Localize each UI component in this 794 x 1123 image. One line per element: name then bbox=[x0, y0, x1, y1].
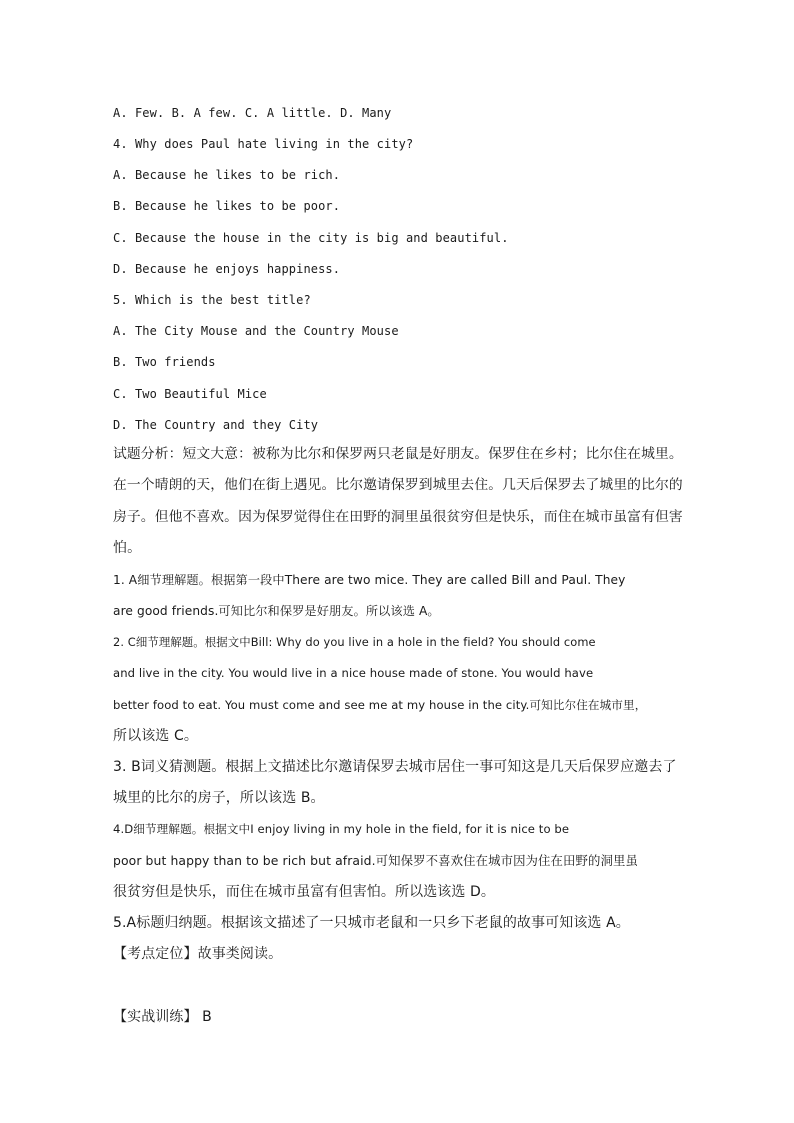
answer-2-line-3: better food to eat. You must come and see me at my house in the city.可知比尔住在城市里， bbox=[113, 698, 647, 712]
q5-option-c: C. Two Beautiful Mice bbox=[113, 387, 267, 401]
q3-options: A. Few. B. A few. C. A little. D. Many bbox=[113, 106, 392, 120]
answer-4-line-1: 4.D细节理解题。根据文中I enjoy living in my hole in the field, for it is nice to be bbox=[113, 822, 570, 836]
q5-option-b: B. Two friends bbox=[113, 355, 216, 369]
analysis-line-1: 试题分析：短文大意：被称为比尔和保罗两只老鼠是好朋友。保罗住在乡村；比尔住在城里。 bbox=[113, 446, 683, 462]
answer-2-line-2: and live in the city. You would live in a nice house made of stone. You would have bbox=[113, 666, 594, 680]
analysis-line-3: 房子。但他不喜欢。因为保罗觉得住在田野的洞里虽很贫穷但是快乐，而住在城市虽富有但害 bbox=[113, 509, 683, 525]
q4-option-d: D. Because he enjoys happiness. bbox=[113, 262, 341, 276]
answer-2-line-1: 2. C细节理解题。根据文中Bill: Why do you live in a hole in the field? You should come bbox=[113, 635, 596, 649]
analysis-line-2: 在一个晴朗的天，他们在街上遇见。比尔邀请保罗到城里去住。几天后保罗去了城里的比尔的 bbox=[113, 477, 683, 493]
q5-option-d: D. The Country and they City bbox=[113, 418, 319, 432]
analysis-line-4: 怕。 bbox=[113, 540, 142, 556]
answer-2-line-4: 所以该选 C。 bbox=[113, 728, 198, 744]
answer-3-line-2: 城里的比尔的房子，所以该选 B。 bbox=[113, 790, 325, 806]
q5-option-a: A. The City Mouse and the Country Mouse bbox=[113, 324, 399, 338]
q4-option-c: C. Because the house in the city is big and beautiful. bbox=[113, 231, 509, 245]
kaodian-dingwei: 【考点定位】故事类阅读。 bbox=[113, 946, 283, 962]
answer-5-line-1: 5.A标题归纳题。根据该文描述了一只城市老鼠和一只乡下老鼠的故事可知该选 A。 bbox=[113, 915, 630, 931]
answer-4-line-3: 很贫穷但是快乐，而住在城市虽富有但害怕。所以选该选 D。 bbox=[113, 884, 496, 900]
q4-option-a: A. Because he likes to be rich. bbox=[113, 168, 341, 182]
q5-question: 5. Which is the best title? bbox=[113, 293, 311, 307]
answer-4-line-2: poor but happy than to be rich but afraid.可知保罗不喜欢住在城市因为住在田野的洞里虽 bbox=[113, 853, 638, 868]
answer-1-line-1: 1. A细节理解题。根据第一段中There are two mice. They are called Bill and Paul. They bbox=[113, 573, 626, 587]
q4-option-b: B. Because he likes to be poor. bbox=[113, 199, 341, 213]
answer-1-line-2: are good friends.可知比尔和保罗是好朋友。所以该选 A。 bbox=[113, 604, 440, 618]
shizhan-xunlian: 【实战训练】 B bbox=[113, 1009, 212, 1025]
answer-3-line-1: 3. B词义猜测题。根据上文描述比尔邀请保罗去城市居住一事可知这是几天后保罗应邀去了 bbox=[113, 759, 677, 775]
q4-question: 4. Why does Paul hate living in the city? bbox=[113, 137, 414, 151]
